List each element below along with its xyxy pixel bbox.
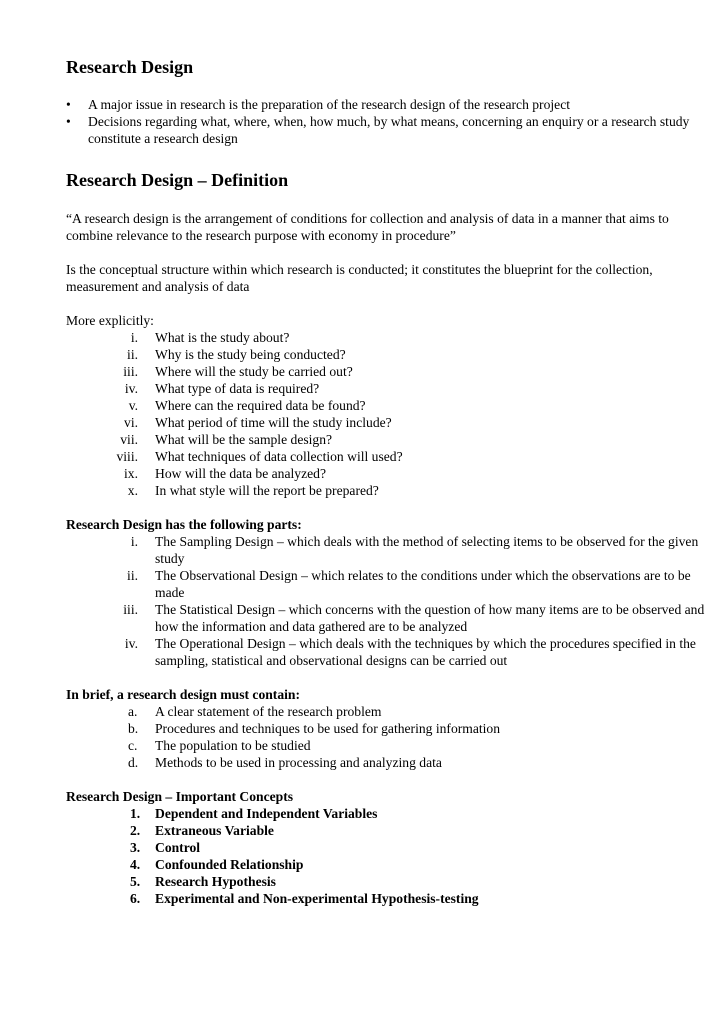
list-item (66, 754, 710, 771)
list-text: Experimental and Non-experimental Hypothesis-testing (155, 891, 479, 906)
intro-bullet-list (66, 96, 710, 147)
list-item (66, 720, 710, 737)
list-text: Research Hypothesis (155, 874, 276, 889)
list-item (66, 397, 710, 414)
list-marker: b. (128, 721, 139, 736)
list-item (66, 380, 710, 397)
list-text: Where will the study be carried out? (155, 364, 353, 379)
list-marker: 4. (130, 857, 141, 872)
more-explicitly-label: More explicitly: (66, 313, 154, 328)
document-page (66, 56, 710, 907)
list-marker: 1. (130, 806, 141, 821)
list-item (66, 448, 710, 465)
list-text: What period of time will the study include? (155, 415, 392, 430)
list-text: Confounded Relationship (155, 857, 304, 872)
section-title-definition: Research Design – Definition (66, 170, 289, 190)
list-marker: viii. (116, 449, 138, 464)
definition-paragraph: Is the conceptual structure within which research is conducted; it constitutes the blueprint for the collection, measurement and analysis of data (66, 262, 653, 294)
list-text: The Sampling Design – which deals with the method of selecting items to be observed for the given study (155, 534, 699, 566)
parts-list (66, 533, 710, 669)
list-item (66, 363, 710, 380)
list-marker: c. (128, 738, 138, 753)
list-marker: d. (128, 755, 139, 770)
list-marker: vi. (124, 415, 138, 430)
parts-heading: Research Design has the following parts: (66, 517, 302, 532)
list-text: In what style will the report be prepared? (155, 483, 379, 498)
list-marker: iii. (123, 364, 138, 379)
list-item (66, 822, 710, 839)
list-marker: 6. (130, 891, 141, 906)
definition-quote: “A research design is the arrangement of conditions for collection and analysis of data in a manner that aims to combine relevance to the research purpose with economy in procedure” (66, 211, 669, 243)
list-item (66, 414, 710, 431)
bullet-icon: • (66, 97, 71, 112)
list-text: How will the data be analyzed? (155, 466, 326, 481)
list-item (66, 329, 710, 346)
list-marker: ii. (127, 347, 138, 362)
list-item (66, 113, 710, 147)
list-marker: a. (128, 704, 138, 719)
list-item (66, 465, 710, 482)
list-marker: iv. (124, 636, 138, 651)
list-text: What type of data is required? (155, 381, 320, 396)
list-item (66, 873, 710, 890)
list-item (66, 703, 710, 720)
list-item (66, 805, 710, 822)
bullet-text: A major issue in research is the preparation of the research design of the research project (88, 97, 571, 112)
bullet-icon: • (66, 114, 71, 129)
list-marker: ii. (127, 568, 138, 583)
list-item (66, 96, 710, 113)
list-marker: v. (128, 398, 138, 413)
list-item (66, 346, 710, 363)
list-text: Extraneous Variable (155, 823, 274, 838)
list-item (66, 533, 710, 567)
section-title-research-design: Research Design (66, 57, 194, 77)
list-text: What is the study about? (155, 330, 290, 345)
important-concepts-heading: Research Design – Important Concepts (66, 789, 294, 804)
list-text: Control (155, 840, 201, 855)
list-item (66, 567, 710, 601)
list-marker: vii. (120, 432, 138, 447)
bullet-text: Decisions regarding what, where, when, how much, by what means, concerning an enquiry or a research study constitute a research design (88, 114, 690, 146)
list-item (66, 431, 710, 448)
list-marker: 5. (130, 874, 141, 889)
list-text: Where can the required data be found? (155, 398, 366, 413)
list-marker: 3. (130, 840, 141, 855)
list-marker: iv. (124, 381, 138, 396)
list-text: The population to be studied (155, 738, 311, 753)
list-marker: i. (130, 534, 138, 549)
questions-list (66, 329, 710, 499)
contents-list (66, 703, 710, 771)
list-marker: ix. (124, 466, 138, 481)
list-text: A clear statement of the research problem (155, 704, 382, 719)
list-text: What will be the sample design? (155, 432, 333, 447)
list-marker: 2. (130, 823, 141, 838)
in-brief-heading: In brief, a research design must contain: (66, 687, 300, 702)
list-item (66, 635, 710, 669)
list-text: Procedures and techniques to be used for gathering information (155, 721, 501, 736)
list-text: The Operational Design – which deals with the techniques by which the procedures specified in the sampling, statistical and observational designs can be carried out (155, 636, 696, 668)
list-item (66, 601, 710, 635)
list-text: The Statistical Design – which concerns with the question of how many items are to be observed and how the information and data gathered are to be analyzed (155, 602, 705, 634)
list-item (66, 839, 710, 856)
list-item (66, 482, 710, 499)
list-text: Methods to be used in processing and analyzing data (155, 755, 442, 770)
list-marker: x. (127, 483, 138, 498)
list-item (66, 737, 710, 754)
list-text: Dependent and Independent Variables (155, 806, 378, 821)
list-text: What techniques of data collection will used? (155, 449, 403, 464)
list-text: The Observational Design – which relates to the conditions under which the observations are to be made (155, 568, 691, 600)
list-marker: i. (130, 330, 138, 345)
concepts-list (66, 805, 710, 907)
list-item (66, 890, 710, 907)
list-marker: iii. (123, 602, 138, 617)
list-item (66, 856, 710, 873)
list-text: Why is the study being conducted? (155, 347, 346, 362)
